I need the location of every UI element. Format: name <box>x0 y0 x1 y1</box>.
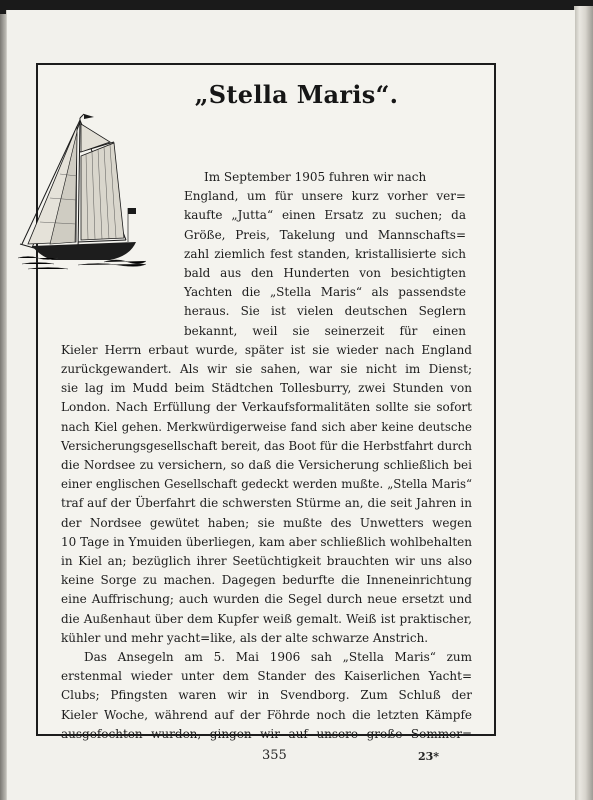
printer-signature-mark: 23* <box>418 750 440 763</box>
text-line-6: bald aus den Hunderten von besichtigten <box>184 266 466 280</box>
text-line-28: Clubs; Pfingsten waren wir in Svendborg. Zum Schluß der <box>61 688 472 703</box>
text-line-16: die Nordsee zu versichern, so daß die Versicherung schließlich bei <box>61 458 472 472</box>
text-line-23: eine Auffrischung; auch wurden die Segel durch neue ersetzt und <box>61 592 472 607</box>
text-line-1: Im September 1905 fuhren wir nach <box>204 170 427 184</box>
text-line-5: zahl ziemlich fest standen, kristallisierte sich <box>184 246 466 261</box>
text-line-8: heraus. Sie ist vielen deutschen Seglern <box>184 304 466 319</box>
text-line-10: Kieler Herrn erbaut wurde, später ist sie wieder nach England <box>61 342 472 357</box>
text-line-11: zurückgewandert. Als wir sie sahen, war sie nicht im Dienst; <box>61 362 472 376</box>
text-line-14: nach Kiel gehen. Merkwürdigerweise fand sich aber keine deutsche <box>61 419 472 434</box>
sailing-yacht-illustration <box>18 112 146 272</box>
text-line-3: kaufte „Jutta“ einen Ersatz zu suchen; da <box>184 208 466 223</box>
text-line-2: England, um für unsere kurz vorher ver= <box>184 189 466 204</box>
text-line-27: erstenmal wieder unter dem Stander des Kaiserlichen Yacht= <box>61 669 472 684</box>
text-line-17: einer englischen Gesellschaft gedeckt werden mußte. „Stella Maris“ <box>61 477 472 492</box>
text-line-19: der Nordsee gewütet haben; sie mußte des Unwetters wegen <box>61 515 472 530</box>
text-line-7: Yachten die „Stella Maris“ als passendste <box>184 285 466 300</box>
text-line-25: kühler und mehr yacht=like, als der alte schwarze Anstrich. <box>61 630 429 645</box>
text-line-18: traf auf der Überfahrt die schwersten Stürme an, die seit Jahren in <box>61 496 472 511</box>
text-line-29: Kieler Woche, während auf der Föhrde noch die letzten Kämpfe <box>61 707 472 722</box>
text-line-15: Versicherungsgesellschaft bereit, das Boot für die Herbstfahrt durch <box>61 438 472 453</box>
text-line-24: die Außenhaut über dem Kupfer weiß gemalt. Weiß ist praktischer, <box>61 611 472 626</box>
text-line-13: London. Nach Erfüllung der Verkaufsformalitäten sollte sie sofort <box>61 400 472 415</box>
text-line-20: 10 Tage in Ymuiden überliegen, kam aber schließlich wohlbehalten <box>61 534 472 549</box>
text-line-9: bekannt, weil sie seinerzeit für einen <box>184 323 466 338</box>
chapter-title: „Stella Maris“. <box>194 80 399 109</box>
text-line-4: Größe, Preis, Takelung und Mannschafts= <box>184 227 466 242</box>
page-stack-edge <box>574 6 593 800</box>
text-line-21: in Kiel an; bezüglich ihrer Seetüchtigkeit brauchten wir uns also <box>61 554 472 568</box>
page-number: 355 <box>262 748 287 763</box>
text-line-26: Das Ansegeln am 5. Mai 1906 sah „Stella Maris“ zum <box>84 650 472 664</box>
text-line-22: keine Sorge zu machen. Dagegen bedurfte die Inneneinrichtung <box>61 573 472 588</box>
text-line-30: ausgefochten wurden, gingen wir auf unsere große Sommer= <box>61 726 472 741</box>
text-line-12: sie lag im Mudd beim Städtchen Tollesburry, zwei Stunden von <box>61 381 472 396</box>
